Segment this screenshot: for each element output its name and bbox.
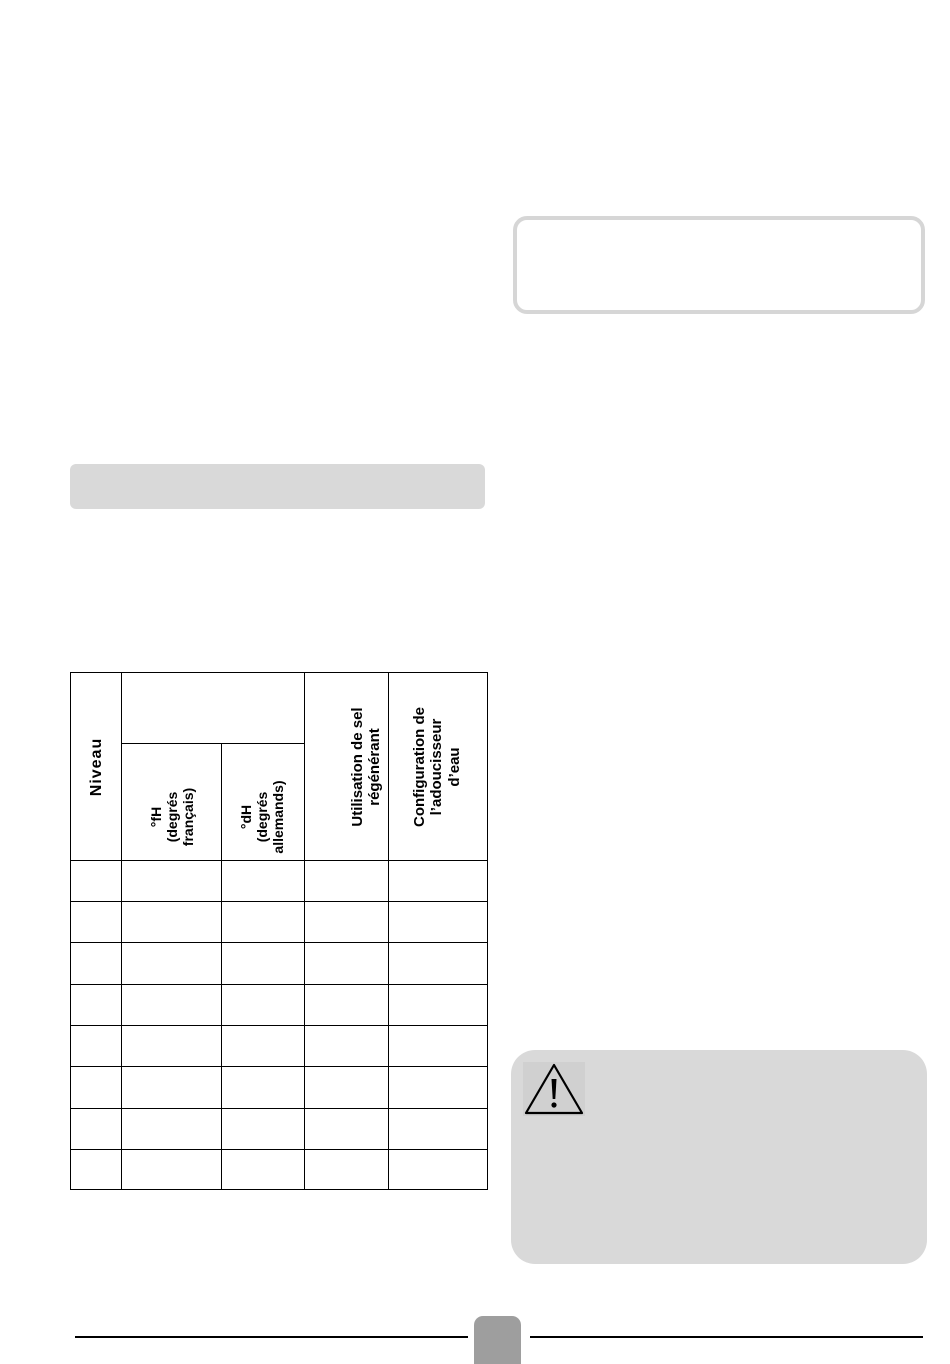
header-salt-line: régénérant (366, 728, 383, 806)
header-config-line: d’eau (445, 747, 463, 787)
table-divider (71, 984, 487, 985)
section-heading-bar (70, 464, 485, 509)
outlined-note-box (513, 216, 925, 314)
page-number-tab (474, 1316, 521, 1364)
header-config-line: l’adoucisseur (428, 718, 446, 816)
header-salt-line: Utilisation de sel (348, 707, 366, 827)
header-dh-line: (degrés (253, 791, 270, 843)
header-dh-line: allemands) (270, 780, 287, 854)
header-fh (132, 764, 212, 870)
header-config-line: Configuration de (411, 707, 429, 827)
table-divider (71, 901, 487, 902)
warning-triangle-icon (523, 1062, 585, 1116)
table-divider (121, 743, 304, 744)
header-level-text: Niveau (87, 737, 105, 797)
table-divider (304, 673, 305, 1189)
header-softener-config (392, 677, 482, 857)
header-fh-line: français) (180, 787, 197, 847)
header-dh (222, 764, 302, 870)
table-divider (71, 1108, 487, 1109)
header-fh-line: (degrés (163, 791, 180, 843)
table-divider (71, 942, 487, 943)
footer-rule-left (75, 1336, 468, 1338)
table-divider (71, 1025, 487, 1026)
footer-rule-right (530, 1336, 923, 1338)
warning-icon-background (523, 1062, 585, 1116)
water-hardness-table (70, 672, 488, 1190)
header-level (72, 697, 122, 837)
header-fh-line: °fH (147, 806, 164, 828)
table-divider (71, 1149, 487, 1150)
table-divider (71, 1066, 487, 1067)
header-dh-line: °dH (237, 804, 254, 830)
